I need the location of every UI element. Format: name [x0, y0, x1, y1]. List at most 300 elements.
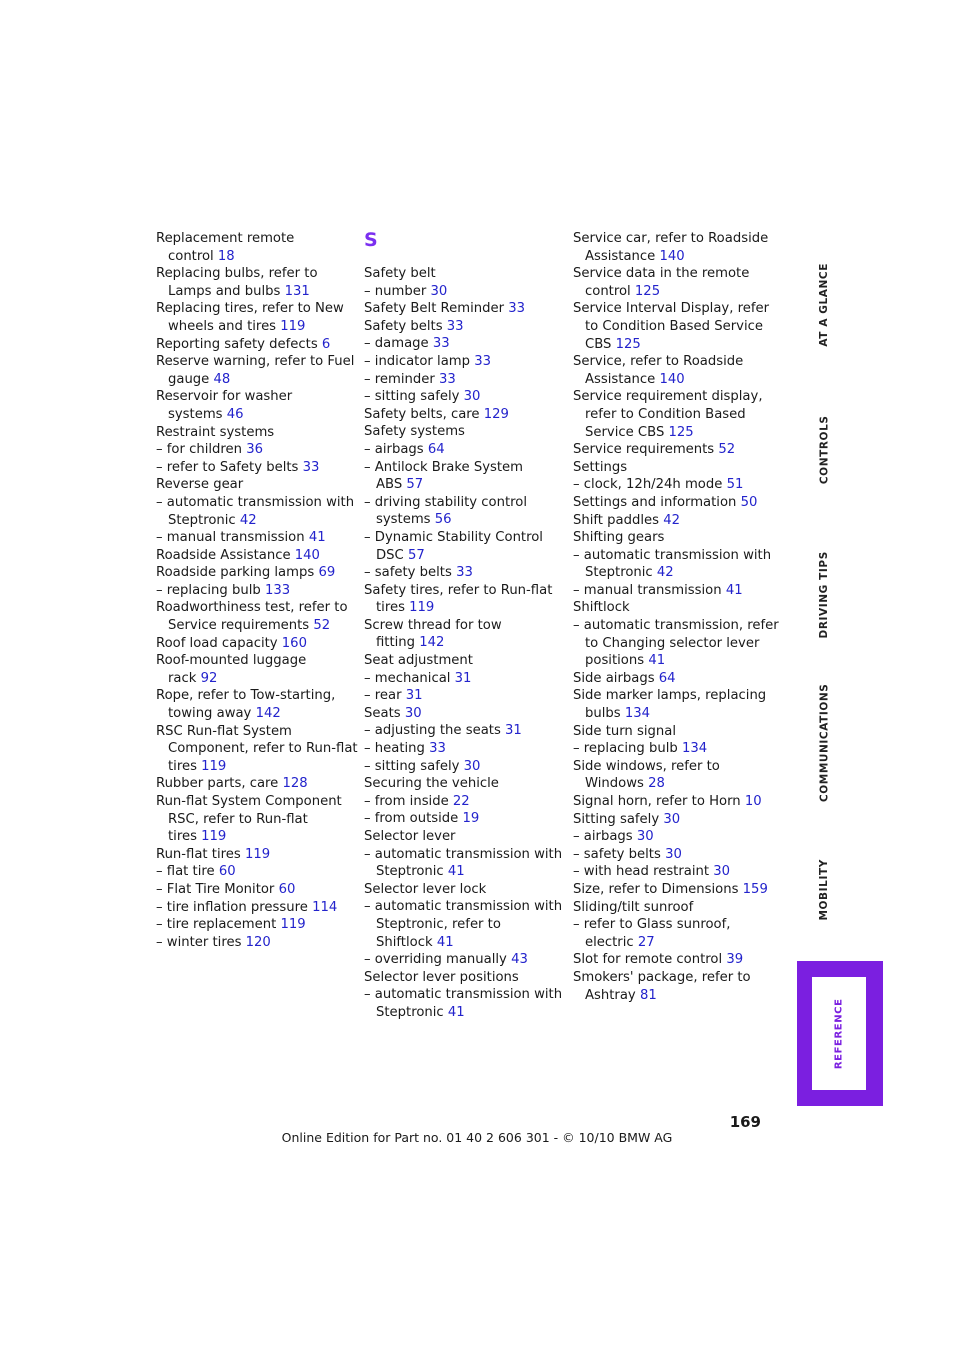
- page-link[interactable]: 33: [439, 371, 456, 387]
- index-term-continuation: [156, 406, 352, 424]
- index-entry: [573, 441, 773, 459]
- index-text: Screw thread for tow: [364, 617, 502, 633]
- index-entry: [156, 388, 352, 423]
- index-term: [573, 951, 773, 969]
- index-text: control: [168, 248, 214, 264]
- page-link[interactable]: 119: [280, 318, 306, 334]
- index-term-continuation: [364, 916, 560, 934]
- page-link[interactable]: 134: [681, 741, 708, 757]
- index-text: Service data in the remote: [573, 266, 750, 282]
- index-entry: [573, 353, 773, 388]
- page-link[interactable]: 119: [201, 829, 227, 845]
- index-text: bulbs: [585, 706, 621, 722]
- index-term: [573, 916, 773, 934]
- index-text: – indicator lamp: [364, 353, 470, 369]
- page-link[interactable]: 30: [463, 389, 481, 405]
- index-term: [364, 951, 560, 969]
- index-term: [364, 810, 560, 828]
- index-text: Replacing tires, refer to New: [156, 301, 344, 317]
- index-text: Assistance: [585, 248, 656, 264]
- index-term: [156, 476, 352, 494]
- page-link[interactable]: 46: [226, 406, 244, 422]
- index-term-continuation: [156, 617, 352, 635]
- page-link[interactable]: 51: [726, 477, 744, 493]
- index-entry: [156, 459, 352, 477]
- index-text: Side airbags: [573, 670, 655, 686]
- page-link[interactable]: 142: [419, 635, 445, 651]
- page-link[interactable]: 30: [663, 811, 681, 827]
- tab-reference[interactable]: [797, 961, 883, 1106]
- page-link[interactable]: 22: [452, 793, 470, 809]
- page-link[interactable]: 52: [718, 442, 736, 458]
- index-term-continuation: [156, 758, 352, 776]
- index-text: Shiftlock: [376, 934, 433, 950]
- index-text: Replacement remote: [156, 231, 295, 246]
- index-entry: [156, 441, 352, 459]
- index-term: [573, 687, 773, 705]
- page-link[interactable]: 18: [217, 248, 235, 264]
- page-link[interactable]: 134: [624, 706, 651, 722]
- index-term: [573, 599, 773, 617]
- index-term: [364, 881, 560, 899]
- index-entry: [156, 353, 355, 388]
- page-link[interactable]: 41: [436, 934, 454, 950]
- index-term: [573, 529, 773, 547]
- index-entry: [364, 300, 560, 318]
- page-link[interactable]: 31: [505, 723, 522, 739]
- index-text: Rubber parts, care: [156, 776, 279, 792]
- page-link[interactable]: 10: [744, 794, 762, 809]
- page-link[interactable]: 140: [659, 371, 685, 387]
- page-link[interactable]: 119: [409, 600, 435, 616]
- page-link[interactable]: 33: [456, 565, 473, 581]
- index-entry: [364, 335, 560, 353]
- page-link[interactable]: 42: [663, 512, 680, 528]
- page-link[interactable]: 30: [665, 846, 682, 862]
- index-text: Service requirement display,: [573, 389, 763, 405]
- index-text: Seats: [364, 705, 401, 721]
- index-term-continuation: [573, 934, 773, 952]
- index-text: – overriding manually: [364, 952, 507, 968]
- index-entry: [573, 881, 773, 899]
- index-column-2: [364, 229, 563, 1022]
- index-text: – with head restraint: [573, 864, 710, 880]
- page-link[interactable]: 140: [294, 547, 320, 563]
- page-link[interactable]: 30: [430, 283, 448, 299]
- index-entry: [364, 283, 560, 301]
- index-entry: [573, 512, 773, 530]
- page-link[interactable]: 41: [447, 864, 465, 880]
- page-link[interactable]: 60: [278, 881, 296, 897]
- index-text: Service car, refer to Roadside: [573, 231, 769, 246]
- index-entry: [364, 406, 560, 424]
- index-term: [573, 547, 773, 565]
- index-entry: [364, 969, 560, 987]
- index-term: [364, 705, 560, 723]
- page-link[interactable]: 114: [312, 899, 338, 915]
- index-entry: [364, 775, 560, 793]
- tab-communications[interactable]: COMMUNICATIONS: [818, 683, 831, 802]
- index-term-continuation: [573, 371, 773, 389]
- index-entry: [573, 617, 779, 670]
- index-entry: [573, 476, 773, 494]
- index-text: – tire inflation pressure: [156, 899, 308, 915]
- page-link[interactable]: 160: [281, 635, 307, 651]
- index-column-3: [573, 230, 779, 1004]
- index-term: [156, 336, 352, 354]
- page-link[interactable]: 81: [639, 987, 657, 1003]
- page-link[interactable]: 142: [255, 706, 281, 722]
- index-term: [156, 265, 352, 283]
- index-text: – heating: [364, 741, 425, 757]
- index-text: Safety belt: [364, 266, 436, 281]
- index-text: Steptronic: [585, 565, 653, 581]
- tab-controls[interactable]: CONTROLS: [818, 415, 831, 485]
- index-text: Windows: [585, 776, 644, 792]
- index-entry: [364, 810, 560, 828]
- index-text: Steptronic, refer to: [376, 916, 501, 932]
- page-link[interactable]: 64: [658, 670, 676, 686]
- index-term: [364, 740, 560, 758]
- page-link[interactable]: 43: [511, 952, 528, 968]
- page-link[interactable]: 129: [483, 406, 509, 422]
- page-link[interactable]: 33: [508, 301, 526, 317]
- index-text: RSC Run-flat System: [156, 723, 292, 739]
- index-entry: [364, 846, 563, 881]
- page-link[interactable]: 119: [280, 917, 306, 933]
- index-entry: [156, 793, 352, 846]
- index-entry: [156, 916, 352, 934]
- index-text: – replacing bulb: [573, 741, 678, 757]
- index-term: [156, 793, 352, 811]
- index-text: Selector lever positions: [364, 969, 519, 985]
- index-entry: [573, 899, 773, 917]
- index-term: [573, 793, 773, 811]
- index-text: Safety belts: [364, 318, 443, 334]
- page-link[interactable]: 119: [201, 758, 227, 774]
- page-link[interactable]: 140: [659, 248, 685, 264]
- index-text: – manual transmission: [156, 530, 305, 546]
- page-link[interactable]: 69: [318, 565, 336, 581]
- index-term: [364, 670, 560, 688]
- page-link[interactable]: 33: [474, 353, 491, 369]
- index-term: [364, 969, 560, 987]
- index-term-continuation: [364, 934, 560, 952]
- index-text: Roof-mounted luggage: [156, 653, 307, 669]
- tab-mobility[interactable]: MOBILITY: [818, 859, 831, 921]
- footer-text: Online Edition for Part no. 01 40 2 606 301 - © 10/10 BMW AG: [281, 1130, 673, 1145]
- index-entry: [364, 582, 560, 617]
- index-text: refer to Condition Based: [585, 406, 746, 422]
- page-link[interactable]: 41: [725, 582, 743, 598]
- index-text: – from inside: [364, 793, 449, 809]
- index-text: Service, refer to Roadside: [573, 354, 744, 370]
- index-term: [364, 371, 560, 389]
- index-term: [364, 423, 560, 441]
- index-term-continuation: [156, 283, 352, 301]
- index-entry: [573, 582, 773, 600]
- index-text: Ashtray: [585, 987, 636, 1003]
- index-text: – airbags: [573, 829, 633, 845]
- index-text: to Changing selector lever: [585, 635, 760, 651]
- index-term: [573, 846, 773, 864]
- index-term: [364, 986, 563, 1004]
- index-text: Restraint systems: [156, 424, 275, 440]
- index-term-continuation: [156, 740, 358, 758]
- page-link[interactable]: 30: [463, 758, 481, 774]
- index-term: [156, 582, 352, 600]
- page-link[interactable]: 42: [239, 512, 257, 528]
- index-text: Steptronic: [376, 1004, 444, 1020]
- index-entry: [364, 529, 560, 564]
- index-entry: [156, 652, 352, 687]
- index-text: – from outside: [364, 811, 459, 827]
- page-link[interactable]: 64: [427, 441, 445, 457]
- page-link[interactable]: 57: [406, 477, 424, 493]
- index-term: [364, 494, 560, 512]
- page-link[interactable]: 56: [434, 512, 452, 528]
- index-text: Shift paddles: [573, 512, 660, 528]
- index-text: Steptronic: [168, 512, 236, 528]
- index-entry: [156, 476, 352, 494]
- page-link[interactable]: 159: [742, 881, 768, 897]
- index-text: – manual transmission: [573, 582, 722, 598]
- index-text: – refer to Safety belts: [156, 459, 299, 475]
- index-text: – safety belts: [573, 846, 661, 862]
- page-link[interactable]: 125: [615, 336, 641, 352]
- index-term-continuation: [573, 336, 773, 354]
- index-text: Settings: [573, 459, 628, 475]
- page-link[interactable]: 19: [462, 811, 480, 827]
- index-term-continuation: [156, 828, 352, 846]
- page-link[interactable]: 119: [244, 846, 271, 862]
- index-term: [364, 388, 560, 406]
- page-link[interactable]: 41: [447, 1004, 465, 1020]
- page-link[interactable]: 125: [634, 283, 661, 299]
- index-term: [364, 758, 560, 776]
- index-text: – Dynamic Stability Control: [364, 529, 543, 545]
- index-term: [573, 494, 773, 512]
- index-term: [156, 881, 352, 899]
- index-term-continuation: [573, 564, 773, 582]
- index-text: CBS: [585, 336, 612, 352]
- page-link[interactable]: 133: [264, 582, 291, 598]
- index-text: systems: [168, 406, 223, 422]
- index-entry: [573, 863, 773, 881]
- index-term: [156, 230, 352, 248]
- page-link[interactable]: 131: [284, 283, 310, 299]
- page-link[interactable]: 27: [637, 934, 655, 950]
- section-letter: S: [364, 229, 378, 251]
- index-text: gauge: [168, 371, 210, 387]
- index-entry: [573, 811, 773, 829]
- page-link[interactable]: 28: [648, 776, 665, 792]
- index-entry: [364, 388, 560, 406]
- index-entry: [364, 881, 560, 899]
- index-entry: [156, 723, 358, 776]
- index-entry: [573, 529, 773, 547]
- index-entry: [156, 881, 352, 899]
- index-entry: [364, 265, 560, 283]
- index-entry: [573, 723, 773, 741]
- index-entry: [364, 494, 560, 529]
- index-term: [573, 230, 773, 248]
- page-link[interactable]: 31: [454, 670, 472, 686]
- index-text: Run-flat System Component: [156, 794, 342, 809]
- index-entry: [156, 424, 352, 442]
- index-term-continuation: [573, 652, 773, 670]
- index-term-continuation: [364, 599, 560, 617]
- index-term: [573, 899, 773, 917]
- index-text: – clock, 12h/24h mode: [573, 477, 723, 493]
- index-entry: [364, 371, 560, 389]
- index-term-continuation: [364, 511, 560, 529]
- page-link[interactable]: 57: [407, 547, 425, 563]
- page-link[interactable]: 6: [321, 336, 331, 352]
- index-entry: [573, 951, 773, 969]
- index-text: Safety Belt Reminder: [364, 301, 505, 317]
- index-term: [364, 828, 560, 846]
- index-term: [364, 582, 560, 600]
- index-entry: [364, 828, 560, 846]
- index-term: [156, 863, 352, 881]
- index-term-continuation: [364, 1004, 560, 1022]
- index-term: [364, 283, 560, 301]
- index-term: [573, 265, 773, 283]
- index-term: [364, 793, 560, 811]
- index-text: – automatic transmission with: [364, 987, 563, 1003]
- index-text: Selector lever lock: [364, 881, 487, 897]
- page-link[interactable]: 33: [302, 459, 320, 475]
- page-link[interactable]: 52: [313, 618, 331, 634]
- page-link[interactable]: 31: [405, 688, 423, 704]
- index-term-continuation: [573, 248, 773, 266]
- index-term: [364, 300, 560, 318]
- index-term: [573, 881, 773, 899]
- index-entry: [364, 898, 563, 951]
- page-link[interactable]: 41: [648, 653, 666, 669]
- index-text: Smokers' package, refer to: [573, 969, 751, 985]
- index-term: [156, 652, 352, 670]
- page-link[interactable]: 41: [308, 530, 326, 546]
- index-term: [573, 353, 773, 371]
- index-term: [364, 722, 560, 740]
- index-text: to Condition Based Service: [585, 318, 763, 334]
- page-link[interactable]: 120: [245, 934, 271, 950]
- index-text: – refer to Glass sunroof,: [573, 917, 731, 933]
- page-link[interactable]: 33: [446, 318, 464, 334]
- index-entry: [364, 441, 560, 459]
- index-text: Reservoir for washer: [156, 389, 293, 405]
- page-link[interactable]: 30: [713, 864, 731, 880]
- index-term-continuation: [573, 424, 773, 442]
- index-text: Steptronic: [376, 864, 444, 880]
- index-entry: [573, 599, 773, 617]
- index-text: – automatic transmission with: [156, 494, 355, 510]
- index-term: [573, 459, 773, 477]
- index-text: – sitting safely: [364, 389, 460, 405]
- index-text: RSC, refer to Run-flat: [168, 811, 308, 827]
- index-text: tires: [168, 758, 197, 774]
- page-link[interactable]: 33: [432, 336, 450, 352]
- index-text: Side marker lamps, replacing: [573, 688, 767, 704]
- index-entry: [156, 687, 352, 722]
- index-text: Sliding/tilt sunroof: [573, 899, 694, 915]
- index-term: [364, 335, 560, 353]
- index-text: – automatic transmission with: [364, 846, 563, 862]
- index-text: fitting: [376, 635, 416, 651]
- page-link[interactable]: 92: [200, 670, 218, 686]
- index-term: [573, 828, 773, 846]
- index-term-continuation: [573, 635, 773, 653]
- index-text: Reporting safety defects: [156, 336, 318, 352]
- index-term: [156, 459, 352, 477]
- tab-at-a-glance[interactable]: AT A GLANCE: [818, 263, 831, 347]
- index-term: [156, 441, 352, 459]
- index-entry: [573, 828, 773, 846]
- page-link[interactable]: 125: [668, 424, 694, 440]
- index-entry: [156, 775, 352, 793]
- page-link[interactable]: 33: [429, 741, 446, 757]
- index-text: Roadworthiness test, refer to: [156, 600, 348, 616]
- index-entry: [364, 722, 560, 740]
- index-text: rack: [168, 670, 197, 686]
- index-text: – reminder: [364, 371, 435, 387]
- page-link[interactable]: 36: [246, 442, 264, 458]
- index-entry: [573, 300, 773, 353]
- index-term: [364, 846, 563, 864]
- page-link[interactable]: 30: [404, 705, 422, 721]
- page-link[interactable]: 30: [636, 829, 654, 845]
- index-column-1: [156, 230, 358, 951]
- page-link[interactable]: 60: [218, 864, 236, 880]
- index-text: Lamps and bulbs: [168, 283, 281, 299]
- page-link[interactable]: 42: [656, 565, 674, 581]
- index-text: towing away: [168, 706, 252, 722]
- page-link[interactable]: 48: [213, 371, 231, 387]
- index-term-continuation: [573, 987, 773, 1005]
- index-entry: [364, 617, 560, 652]
- index-text: Securing the vehicle: [364, 776, 499, 792]
- index-entry: [364, 705, 560, 723]
- index-term: [364, 441, 560, 459]
- page-link[interactable]: 39: [726, 952, 744, 968]
- page-link[interactable]: 128: [282, 776, 308, 792]
- index-text: – airbags: [364, 441, 424, 457]
- index-term: [573, 811, 773, 829]
- index-entry: [156, 635, 352, 653]
- index-term-continuation: [156, 248, 352, 266]
- index-entry: [156, 582, 352, 600]
- index-text: Component, refer to Run-flat: [168, 741, 358, 757]
- index-entry: [364, 758, 560, 776]
- index-term: [364, 529, 560, 547]
- index-text: Roof load capacity: [156, 635, 278, 651]
- index-term: [573, 388, 773, 406]
- index-entry: [573, 916, 773, 951]
- index-text: Selector lever: [364, 829, 456, 844]
- index-entry: [364, 564, 560, 582]
- index-term: [156, 687, 352, 705]
- index-term: [573, 670, 773, 688]
- index-entry: [156, 934, 352, 952]
- index-text: electric: [585, 934, 634, 950]
- tab-driving-tips[interactable]: DRIVING TIPS: [818, 551, 831, 639]
- index-term: [156, 388, 352, 406]
- index-term: [573, 740, 773, 758]
- page-link[interactable]: 50: [740, 494, 758, 510]
- index-term-continuation: [156, 811, 352, 829]
